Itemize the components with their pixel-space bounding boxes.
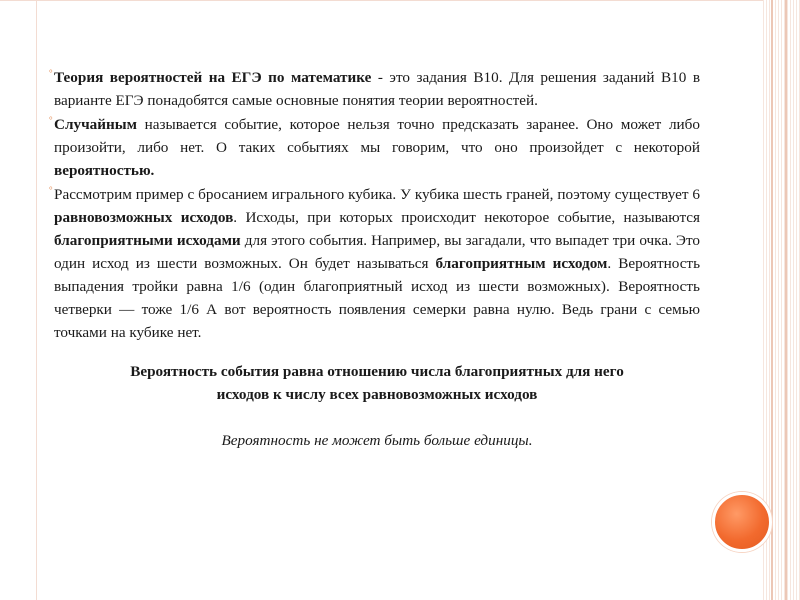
- intro-text: - это задания В10. Для решения заданий В10 в варианте ЕГЭ понадобятся самые основные понятия теории вероятностей.: [54, 69, 701, 109]
- dice-text-1: Рассмотрим пример с бросанием игрального кубика. У кубика шесть граней, поэтому существует 6: [54, 186, 700, 203]
- dice-text-2: . Исходы, при которых происходит некоторое событие, называются: [233, 209, 700, 226]
- paragraph-dice-example: [49, 183, 700, 344]
- dice-text-4: . Вероятность выпадения тройки равна 1/6 (один благоприятный исход из шести возможных). Вероятность четверки — тоже 1/6 А вот вероятность появления семерки равна нулю. Ведь грани с семью точками на кубике нет.: [54, 255, 700, 341]
- probability-rule: [54, 360, 700, 406]
- paragraph-random-event: [49, 113, 700, 182]
- rule-line-2: исходов к числу всех равновозможных исходов: [216, 386, 538, 403]
- bullet-icon: °: [49, 115, 53, 125]
- random-text: называется событие, которое нельзя точно предсказать заранее. Оно может либо произойти, либо нет. О таких событиях мы говорим, что оно произойдет с некоторой: [54, 116, 700, 156]
- dice-bold-2: благоприятными исходами: [54, 232, 241, 249]
- random-bold-lead: Случайным: [54, 116, 137, 133]
- bullet-icon: °: [49, 68, 53, 78]
- rule-line-1: Вероятность события равна отношению числа благоприятных для него: [130, 363, 624, 380]
- slide-content: [49, 66, 701, 452]
- random-bold-end: вероятностью.: [54, 162, 155, 179]
- left-frame-line: [36, 0, 37, 600]
- intro-bold-lead: Теория вероятностей на ЕГЭ по математике: [54, 69, 372, 86]
- orange-circle-decoration: [712, 492, 772, 552]
- dice-text-3: для этого события. Например, вы загадали, что выпадет три очка. Это один исход из шести возможных. Он будет называться: [54, 232, 700, 272]
- top-border-line: [0, 0, 800, 1]
- probability-note: Вероятность не может быть больше единицы.: [221, 432, 533, 449]
- paragraph-intro: [49, 66, 701, 112]
- bullet-icon: °: [49, 185, 53, 195]
- dice-bold-1: равновозможных исходов: [54, 209, 234, 226]
- dice-bold-3: благоприятным исходом: [435, 255, 608, 272]
